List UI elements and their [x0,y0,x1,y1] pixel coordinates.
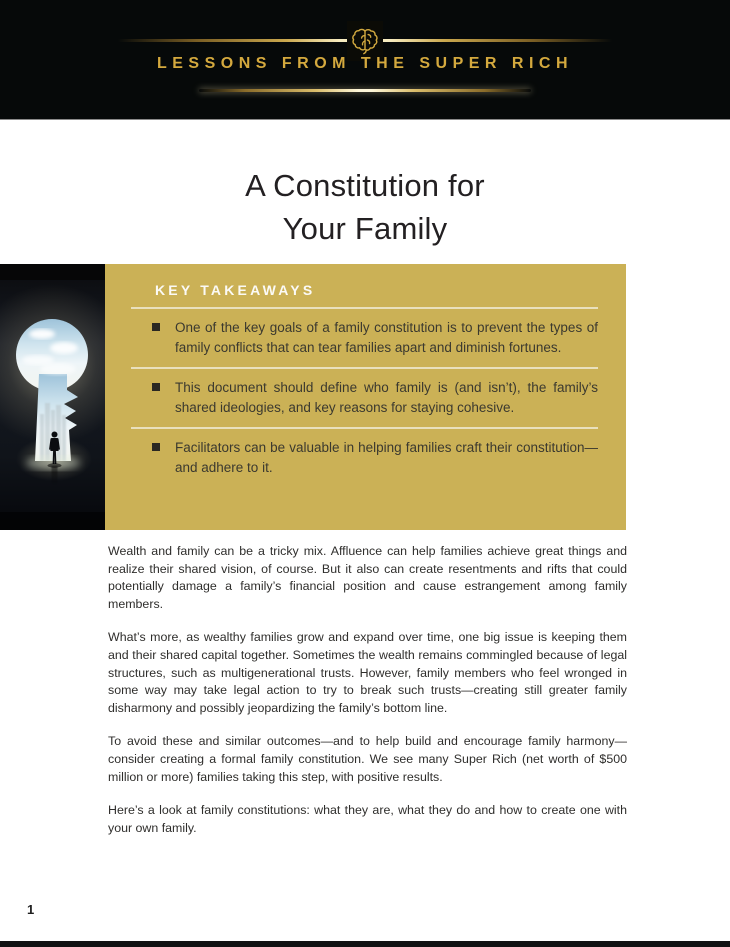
feature-row [0,264,730,530]
takeaway-item [152,438,598,478]
page-number: 1 [27,902,35,917]
takeaway-text: Facilitators can be valuable in helping families craft their constitution—and adhere to it. [175,440,598,475]
takeaway-item [152,318,598,358]
body-paragraph-1: Wealth and family can be a tricky mix. Affluence can help families achieve great things and realize their shared vision, of course. But it also can create resentments and rifts that could potentially damage a family’s financial position and cause estrangement among family members. [108,544,627,611]
takeaways-divider [131,427,598,429]
key-takeaways-box [105,264,626,530]
square-bullet-icon [152,443,160,451]
gold-divider-bottom [199,89,531,92]
article-body [108,543,627,837]
takeaway-item [152,378,598,418]
keyhole-illustration [0,264,105,530]
takeaway-text: One of the key goals of a family constitution is to prevent the types of family conflicts that can tear families apart and diminish fortunes. [175,320,598,355]
brain-icon-glyph [351,27,379,55]
brand-title: LESSONS FROM THE SUPER RICH [156,55,574,72]
page-title [0,164,730,250]
key-takeaways-heading: KEY TAKEAWAYS [155,282,316,298]
takeaways-divider [131,307,598,309]
body-paragraph-3: To avoid these and similar outcomes—and to help build and encourage family harmony—consider creating a formal family constitution. We see many Super Rich (net worth of $500 million or more) families taking this step, with positive results. [108,734,627,784]
body-paragraph-4: Here’s a look at family constitutions: what they are, what they do and how to create one with your own family. [108,803,627,835]
masthead [0,0,730,120]
takeaway-text: This document should define who family is (and isn’t), the family’s shared ideologies, and key reasons for staying cohesive. [175,380,598,415]
square-bullet-icon [152,383,160,391]
square-bullet-icon [152,323,160,331]
takeaways-divider [131,367,598,369]
page-title-line-2: Your Family [282,211,448,246]
keyhole-photo [0,264,105,530]
page-title-line-1: A Constitution for [245,168,485,203]
body-paragraph-2: What’s more, as wealthy families grow and expand over time, one big issue is keeping them and their shared capital together. Sometimes the wealth remains commingled because of legal structures, such as multigenerational trusts. However, family members who feel wronged in some way may take legal action to try to break such trusts—creating still greater family disharmony and possibly jeopardizing the family’s bottom line. [108,630,627,715]
bottom-rule [0,941,730,947]
